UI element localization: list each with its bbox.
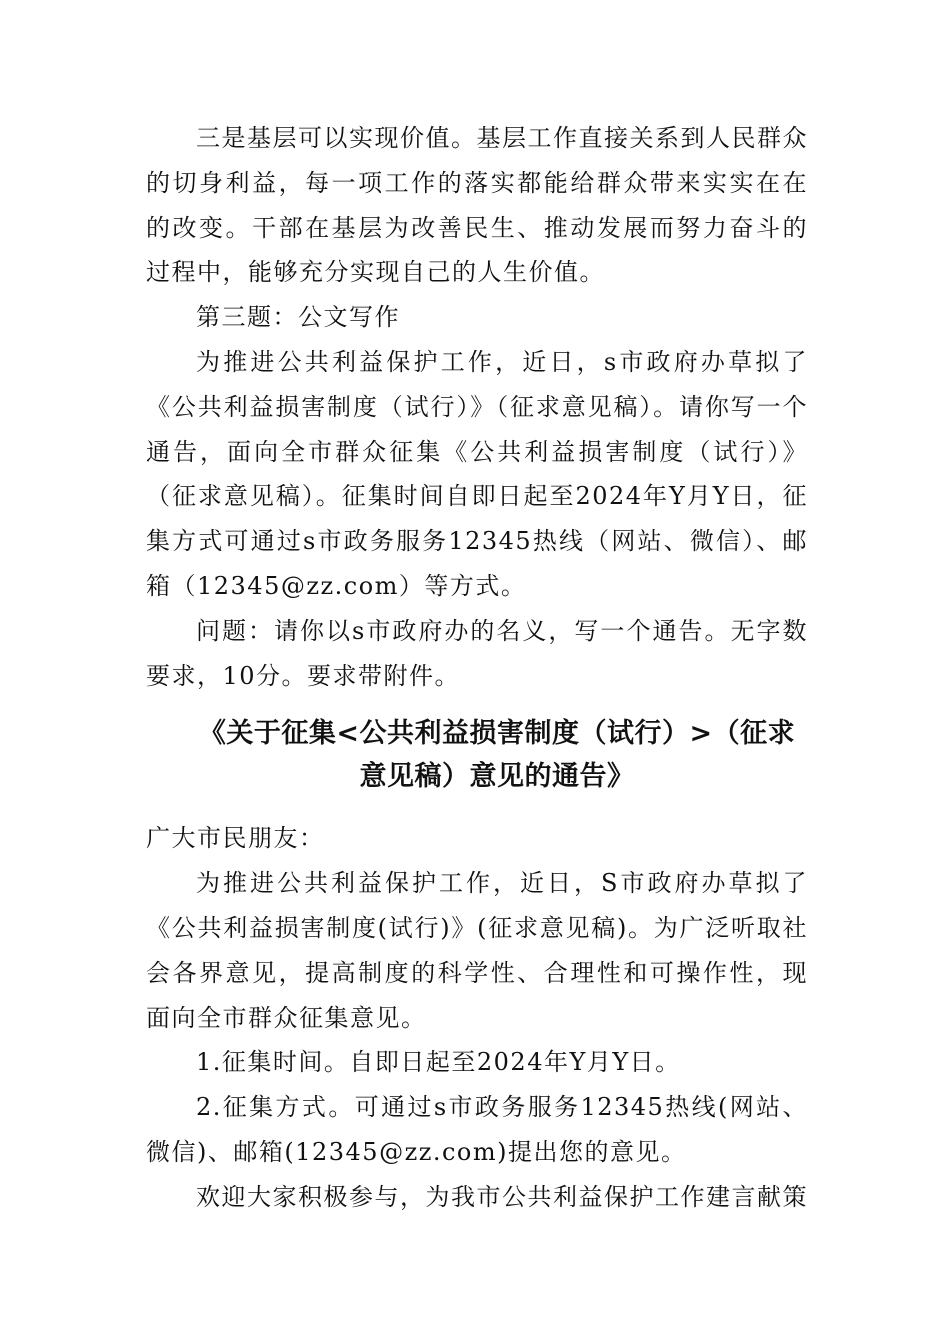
notice-title: 《关于征集<公共利益损害制度（试行）>（征求意见稿）意见的通告》 (198, 718, 796, 793)
paragraph-question: 问题：请你以s市政府办的名义，写一个通告。无字数要求，10分。要求带附件。 (146, 616, 808, 690)
document-page (146, 116, 808, 1220)
notice-salutation: 广大市民朋友： (146, 824, 325, 853)
notice-item-method: 2.征集方式。可通过s市政务服务12345热线(网站、微信)、邮箱(12345@zz.com)提出您的意见。 (146, 1093, 808, 1166)
notice-item-time: 1.征集时间。自即日起至2024年Y月Y日。 (196, 1048, 681, 1077)
section-heading: 第三题：公文写作 (196, 303, 400, 332)
paragraph-value: 三是基层可以实现价值。基层工作直接关系到人民群众的切身利益，每一项工作的落实都能给群众带来实实在在的改变。干部在基层为改善民生、推动发展而努力奋斗的过程中，能够充分实现自己的人生价值。 (146, 124, 808, 287)
notice-closing: 欢迎大家积极参与，为我市公共利益保护工作建言献策 (196, 1182, 808, 1211)
notice-intro: 为推进公共利益保护工作，近日，S市政府办草拟了《公共利益损害制度(试行)》(征求意见稿)。为广泛听取社会各界意见，提高制度的科学性、合理性和可操作性，现面向全市群众征集意见。 (146, 869, 808, 1032)
paragraph-task: 为推进公共利益保护工作，近日，s市政府办草拟了《公共利益损害制度（试行）》（征求意见稿）。请你写一个通告，面向全市群众征集《公共利益损害制度（试行）》（征求意见稿）。征集时间自即日起至2024年Y月Y日，征集方式可通过s市政务服务12345热线（网站、微信）、邮箱（12345@zz.com）等方式。 (146, 347, 808, 600)
